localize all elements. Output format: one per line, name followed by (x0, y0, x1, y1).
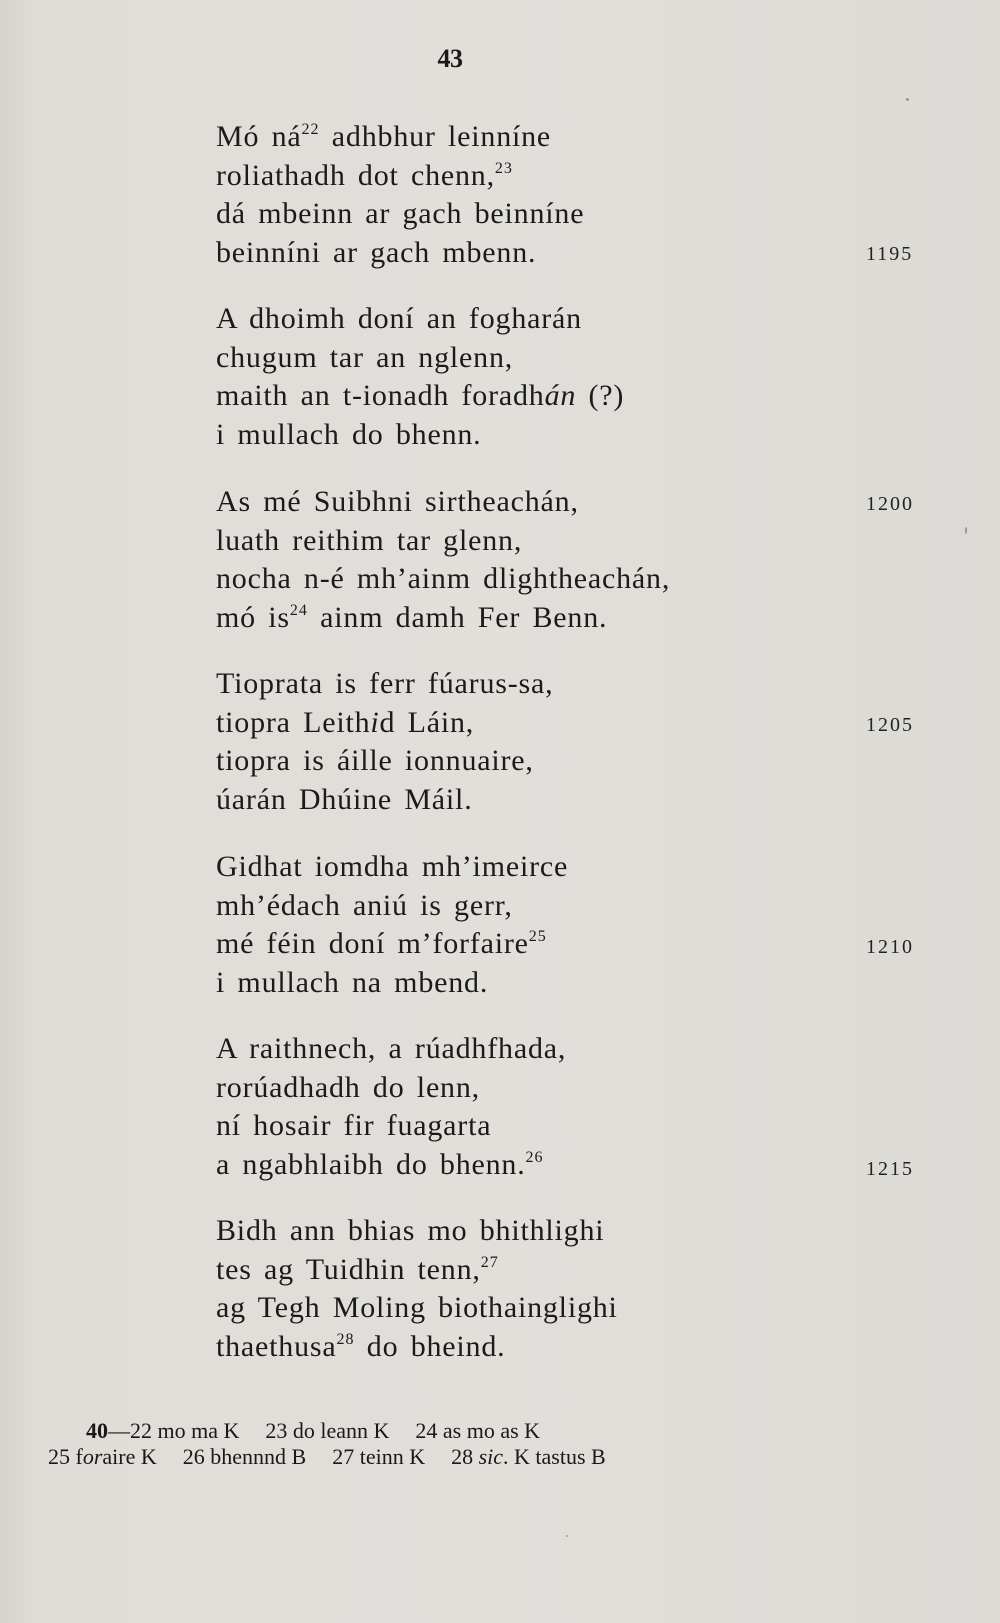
stanza-5 (216, 848, 776, 1002)
verse-line: ní hosair fir fuagarta (216, 1109, 492, 1142)
stanza-4 (216, 665, 776, 819)
verse-line: úarán Dhúine Máil. (216, 782, 473, 816)
verse-line: tes ag Tuidhin tenn,$^{27}$ (216, 1252, 499, 1286)
scan-speck (965, 527, 967, 534)
footnote-ref: 26 (525, 1148, 544, 1166)
footnote-26-number: 26 (182, 1444, 205, 1469)
stanza-6 (216, 1030, 776, 1184)
line-number-1195: 1195 (866, 243, 914, 265)
footnote-row-2: 25 foraire K 26 bhennnd B 27 teinn K 28 sic. K tastus B (48, 1444, 606, 1469)
footnote-22-number: 22 (130, 1418, 152, 1443)
footnote-26-text: bhennnd B (210, 1444, 307, 1469)
verse-line: Mó $ná^{22}$ adhbhur leinníne (216, 120, 552, 153)
scan-speck (906, 98, 909, 101)
footnote-section-number: 40 (86, 1418, 108, 1443)
footnote-ref: 23 (494, 159, 513, 177)
line-number-1205: 1205 (866, 714, 914, 736)
page-number: 43 (437, 44, 463, 73)
scan-speck (566, 1535, 568, 1537)
verse-line: A raithnech, a rúadhfhada, (216, 1032, 567, 1065)
verse-line: mé féin doní m’forfaire$^{25}$ (216, 927, 547, 960)
footnote-23-number: 23 (265, 1418, 288, 1443)
footnote-ref: 25 (528, 928, 547, 945)
verse-line: dá mbeinn ar gach beinníne (216, 197, 585, 230)
stanza-7 (216, 1212, 776, 1366)
verse-line: i mullach na mbend. (216, 965, 489, 999)
verse-line: tiopra Leithid Láin, (216, 705, 475, 739)
verse-line: mh’édach aniú is gerr, (216, 888, 513, 922)
verse-line: roliathadh dot chenn,$^{23}$ (216, 158, 513, 192)
footnote-ref: 24 (289, 601, 308, 619)
footnote-25-number: 25 (48, 1444, 70, 1469)
verse-line: tiopra is áille ionnuaire, (216, 744, 534, 777)
stanza-2 (216, 300, 776, 454)
verse-line: thaethusa$^{28}$ do bheind. (216, 1329, 506, 1363)
footnote-27-number: 27 (332, 1444, 355, 1469)
verse-line: Tioprata is ferr fúarus-sa, (216, 667, 554, 700)
footnote-27-text: teinn K (359, 1444, 426, 1469)
footnote-24-number: 24 (415, 1418, 438, 1443)
line-number-1200: 1200 (866, 493, 914, 515)
verse-line: Bidh ann bhias mo bhithlighi (216, 1214, 605, 1247)
verse-line: i mullach do bhenn. (216, 417, 482, 451)
italic-emendation: i (370, 705, 380, 739)
stanza-3 (216, 483, 776, 637)
verse-line: luath reithim tar glenn, (216, 523, 523, 557)
verse-line: ag Tegh Moling biothainglighi (216, 1291, 618, 1324)
verse-line: Gidhat iomdha mh’imeirce (216, 850, 569, 883)
footnote-ref: 22 (301, 121, 320, 138)
verse-line: a ngabhlaibh do bhenn.$^{26}$ (216, 1147, 544, 1181)
line-number-1215: 1215 (866, 1158, 914, 1180)
verse-line: chugum tar an nglenn, (216, 340, 514, 374)
footnote-25-text: aire K (102, 1444, 157, 1469)
italic-emendation: án (544, 379, 577, 412)
verse-line: As mé Suibhni sirtheachán, (216, 485, 579, 518)
footnote-row-1: 40—22 mo ma K 23 do leann K 24 as mo as K (86, 1418, 541, 1443)
footnote-ref: 28 (336, 1330, 355, 1348)
footnote-22-text: mo ma K (157, 1418, 240, 1443)
verse-line: nocha n-é mh’ainm dlightheachán, (216, 562, 671, 595)
footnotes (48, 1418, 888, 1470)
footnote-28-text: . K tastus B (503, 1444, 606, 1469)
verse-line: maith an t-ionadh foradhán (?) (216, 379, 625, 412)
line-number-1210: 1210 (866, 936, 914, 958)
footnote-ref: 27 (480, 1253, 499, 1271)
stanza-1 (216, 118, 776, 272)
footnote-28-number: 28 (451, 1444, 474, 1469)
footnote-23-text: do leann K (292, 1418, 390, 1443)
verse-line: rorúadhadh do lenn, (216, 1070, 480, 1104)
verse-line: A dhoimh doní an fogharán (216, 302, 582, 335)
verse-line: mó $is^{24}$ ainm damh Fer Benn. (216, 600, 608, 634)
footnote-24-text: as mo as K (442, 1418, 541, 1443)
footnote-25-italic: or (82, 1444, 103, 1469)
footnote-28-italic: sic (478, 1444, 504, 1469)
verse-line: beinníni ar gach mbenn. (216, 235, 537, 269)
